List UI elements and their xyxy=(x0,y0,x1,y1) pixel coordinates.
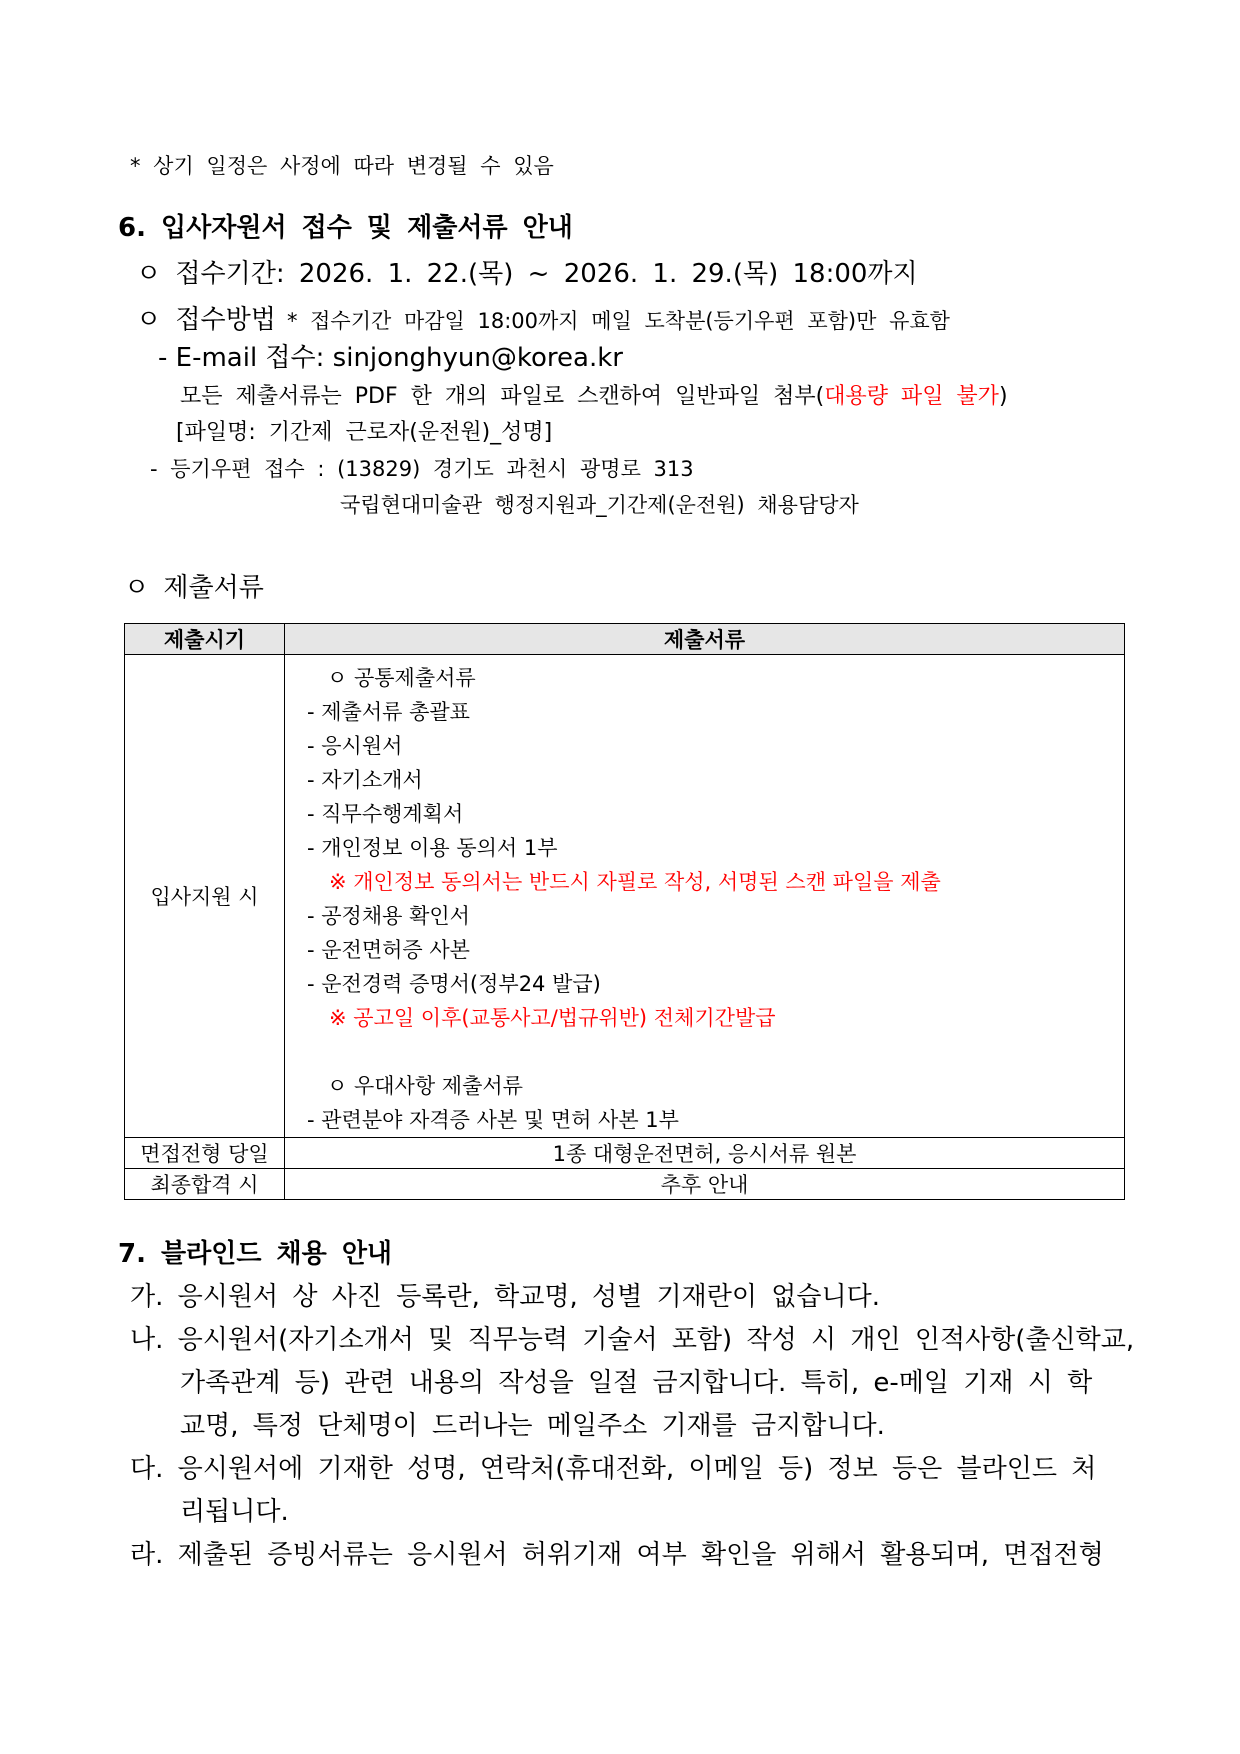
list-item: - 개인정보 이용 동의서 1부 xyxy=(307,836,558,860)
email-submission: - E-mail 접수: sinjonghyun@korea.kr xyxy=(158,343,623,373)
schedule-note: * 상기 일정은 사정에 따라 변경될 수 있음 xyxy=(130,154,554,178)
application-period: ㅇ 접수기간: 2026. 1. 22.(목) ~ 2026. 1. 29.(목) 18:00까지 xyxy=(136,259,918,289)
list-item: - 공정채용 확인서 xyxy=(307,904,470,928)
row-when-final: 최종합격 시 xyxy=(125,1169,285,1200)
driving-record-note: ※ 공고일 이후(교통사고/법규위반) 전체기간발급 xyxy=(329,1006,776,1030)
blind-item-na-line1: 나. 응시원서(자기소개서 및 직무능력 기술서 포함) 작성 시 개인 인적사항(출신학교, xyxy=(130,1325,1135,1355)
method-label: ㅇ 접수방법 xyxy=(136,305,276,335)
docs-heading: ㅇ 제출서류 xyxy=(124,573,264,603)
method-note: * 접수기간 마감일 18:00까지 메일 도착분(등기우편 포함)만 유효함 xyxy=(286,309,950,333)
blind-item-da-line2: 리됩니다. xyxy=(180,1497,289,1527)
list-item: - 운전면허증 사본 xyxy=(307,938,470,962)
row-when-interview: 면접전형 당일 xyxy=(125,1138,285,1169)
table-row xyxy=(125,1138,1125,1169)
blind-item-ga: 가. 응시원서 상 사진 등록란, 학교명, 성별 기재란이 없습니다. xyxy=(130,1282,880,1312)
filename-format: [파일명: 기간제 근로자(운전원)_성명] xyxy=(176,420,553,445)
post-recipient: 국립현대미술관 행정지원과_기간제(운전원) 채용담당자 xyxy=(340,493,859,517)
list-item: - 응시원서 xyxy=(307,734,403,758)
submission-docs-table xyxy=(124,623,1125,1200)
preference-docs-title: ㅇ 우대사항 제출서류 xyxy=(327,1074,523,1098)
header-when: 제출시기 xyxy=(125,624,285,655)
list-item: - 제출서류 총괄표 xyxy=(307,700,470,724)
list-item: - 관련분야 자격증 사본 및 면허 사본 1부 xyxy=(307,1108,679,1132)
row-docs-final: 추후 안내 xyxy=(285,1169,1125,1200)
header-docs: 제출서류 xyxy=(285,624,1125,655)
row-docs-application xyxy=(285,655,1125,1138)
blind-item-na-line3: 교명, 특정 단체명이 드러나는 메일주소 기재를 금지합니다. xyxy=(180,1411,885,1441)
list-item: - 직무수행계획서 xyxy=(307,802,464,826)
section-7-title: 7. 블라인드 채용 안내 xyxy=(118,1239,393,1269)
pdf-large-file-warning: 대용량 파일 불가 xyxy=(824,384,999,409)
pdf-instruction xyxy=(180,379,1008,410)
consent-note: ※ 개인정보 동의서는 반드시 자필로 작성, 서명된 스캔 파일을 제출 xyxy=(329,870,941,894)
blind-item-na-line2: 가족관계 등) 관련 내용의 작성을 일절 금지합니다. 특히, e-메일 기재 시 학 xyxy=(180,1368,1093,1398)
blind-item-da-line1: 다. 응시원서에 기재한 성명, 연락처(휴대전화, 이메일 등) 정보 등은 블라인드 처 xyxy=(130,1454,1097,1484)
post-submission: - 등기우편 접수 : (13829) 경기도 과천시 광명로 313 xyxy=(150,457,694,481)
table-header-row xyxy=(125,624,1125,655)
pdf-instruction-text: 모든 제출서류는 PDF 한 개의 파일로 스캔하여 일반파일 첨부( xyxy=(180,384,825,409)
table-row xyxy=(125,655,1125,1138)
list-item: - 자기소개서 xyxy=(307,768,423,792)
row-when-application: 입사지원 시 xyxy=(125,655,285,1138)
list-item: - 운전경력 증명서(정부24 발급) xyxy=(307,972,601,996)
common-docs-title: ㅇ 공통제출서류 xyxy=(327,666,476,690)
row-docs-interview: 1종 대형운전면허, 응시서류 원본 xyxy=(285,1138,1125,1169)
pdf-instruction-close: ) xyxy=(998,384,1008,409)
spacer xyxy=(307,1035,1124,1069)
application-method xyxy=(136,299,950,336)
section-6-title: 6. 입사자원서 접수 및 제출서류 안내 xyxy=(118,213,573,243)
table-row xyxy=(125,1169,1125,1200)
blind-item-ra-line1: 라. 제출된 증빙서류는 응시원서 허위기재 여부 확인을 위해서 활용되며, 면접전형 xyxy=(130,1540,1104,1570)
